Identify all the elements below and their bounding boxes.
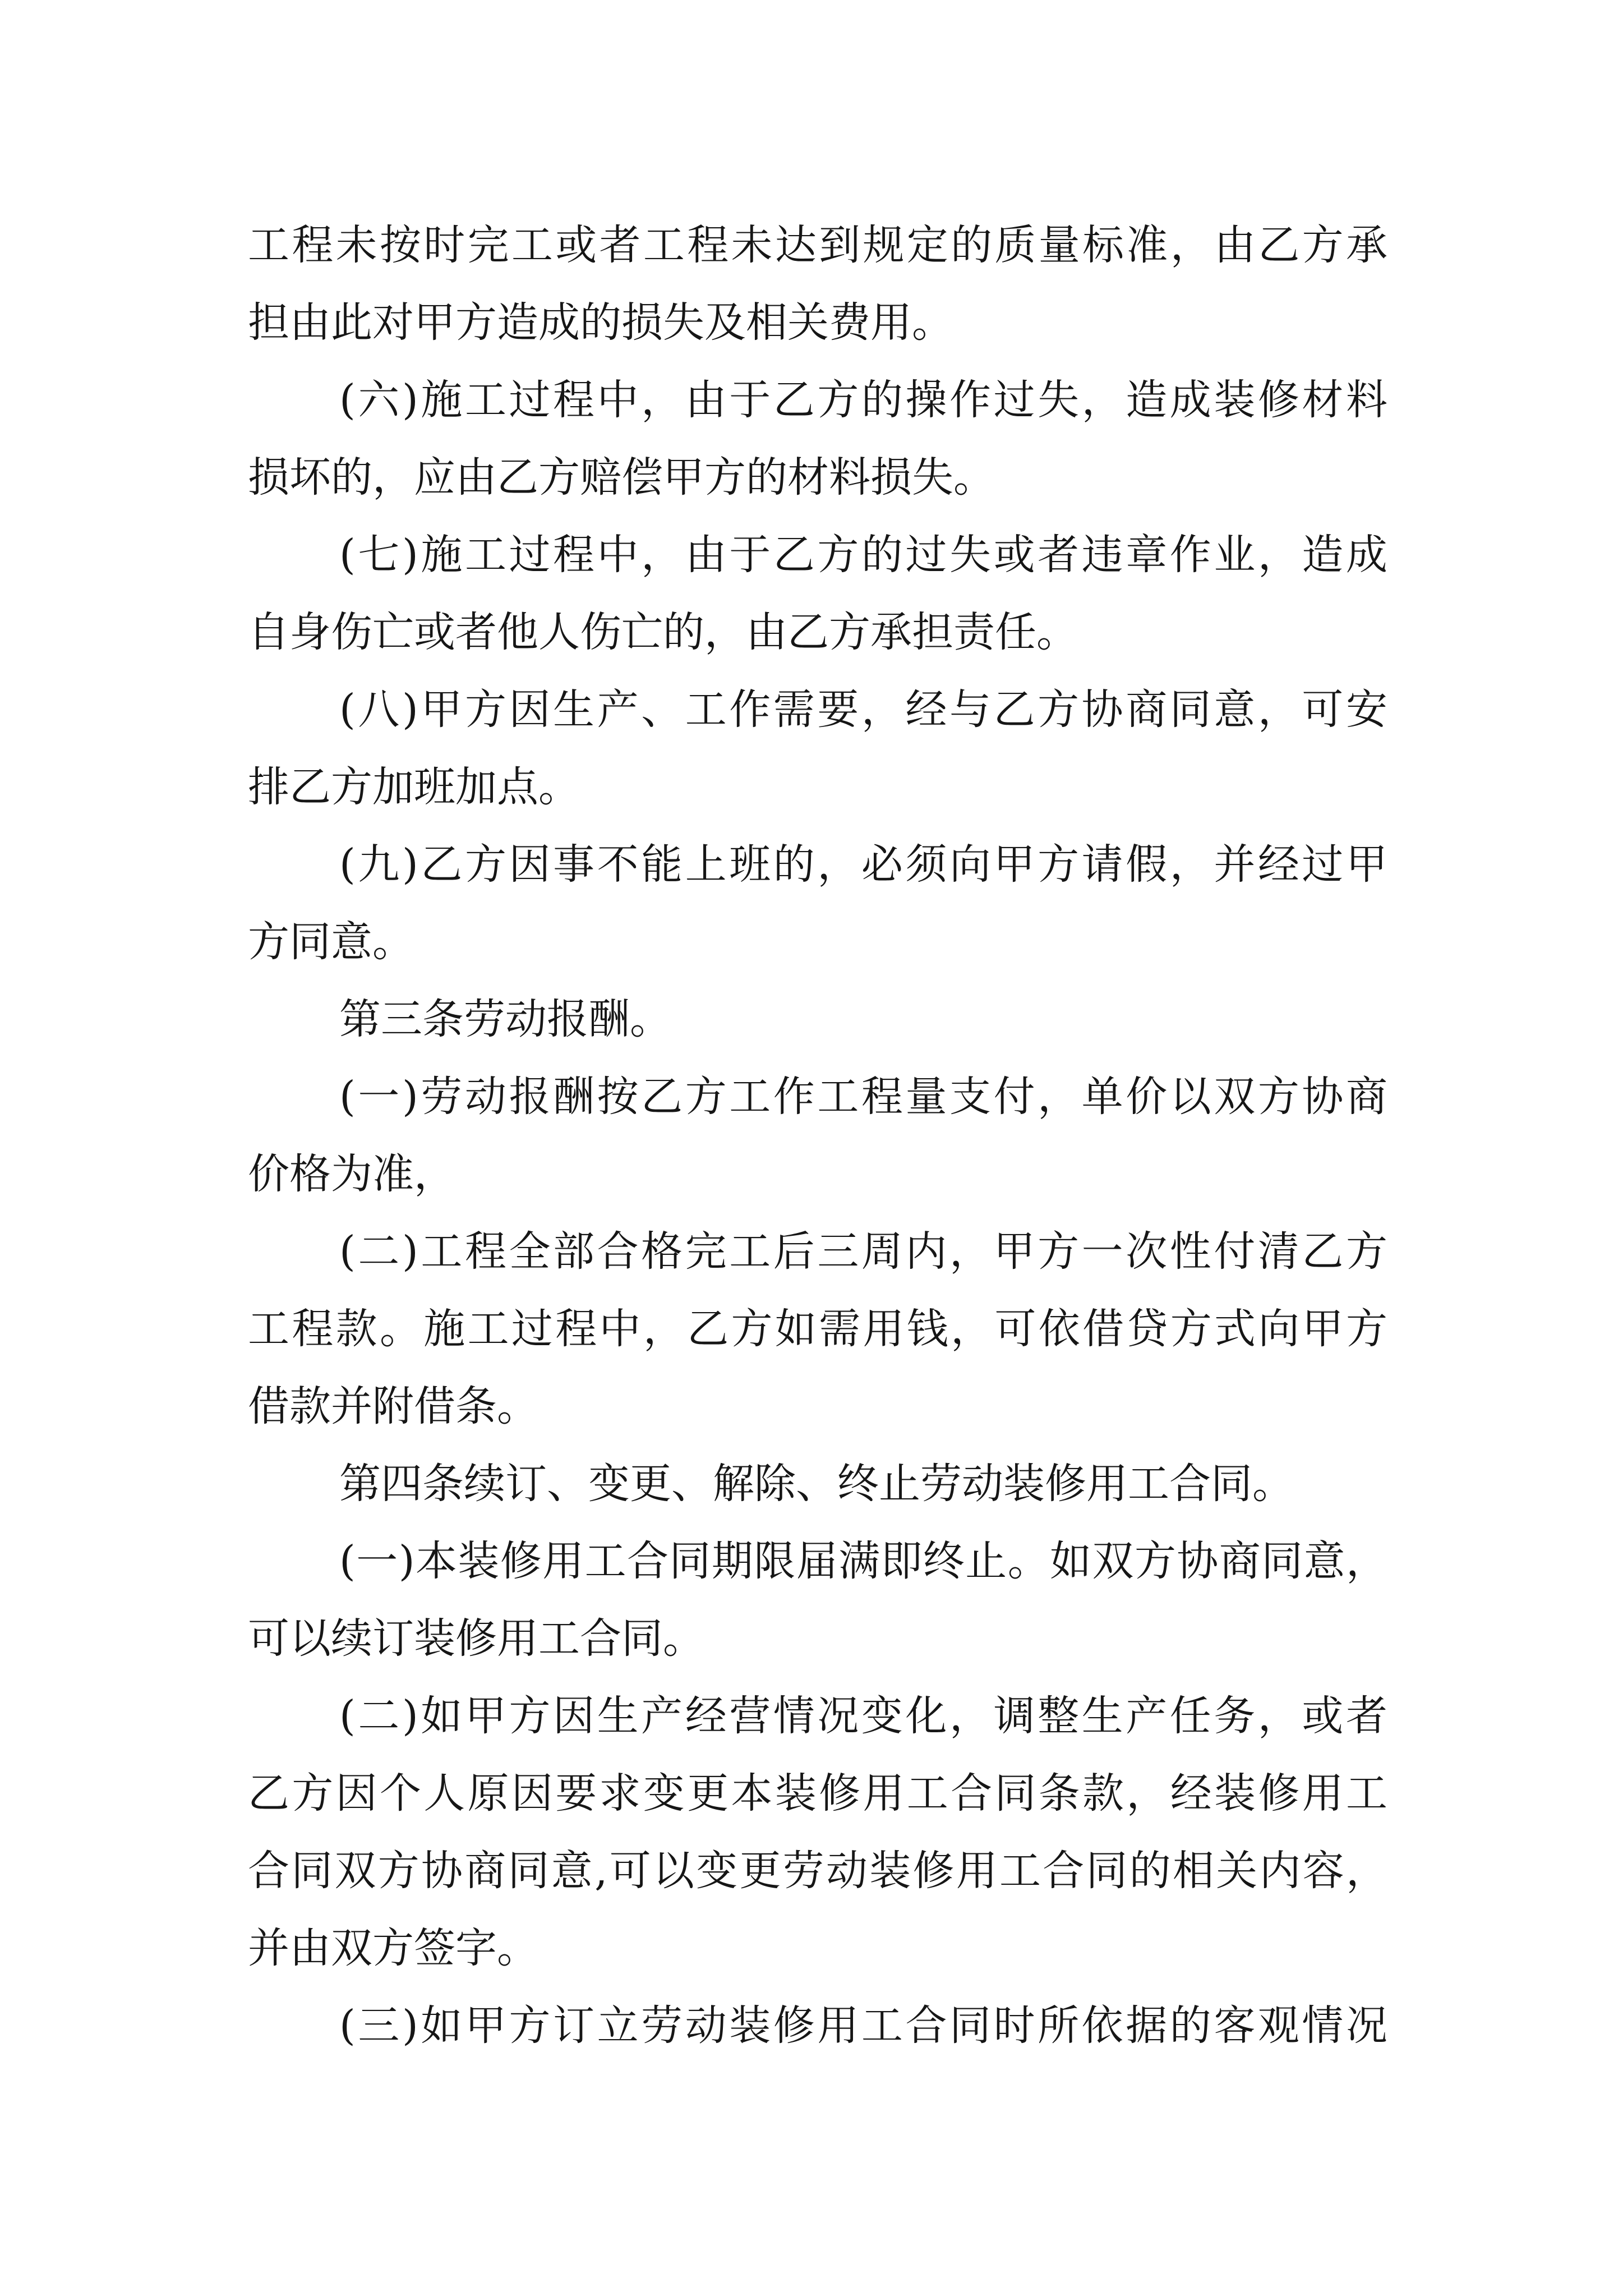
- text-line: (七)施工过程中，由于乙方的过失或者违章作业，造成: [339, 531, 1387, 579]
- text-line: (一)本装修用工合同期限届满即终止。如双方协商同意，: [339, 1537, 1387, 1585]
- text-line: (八)甲方因生产、工作需要，经与乙方协商同意，可安: [339, 685, 1387, 734]
- clause-item-7: [248, 516, 1387, 671]
- text-line: 价格为准，: [248, 1150, 455, 1198]
- text-line: (三)如甲方订立劳动装修用工合同时所依据的客观情况: [339, 2001, 1387, 2050]
- article-3-item-1: [248, 1058, 1387, 1213]
- text-line: (一)劳动报酬按乙方工作工程量支付，单价以双方协商: [339, 1073, 1387, 1121]
- text-line: 损坏的，应由乙方赔偿甲方的材料损失。: [248, 453, 995, 501]
- text-line: (九)乙方因事不能上班的，必须向甲方请假，并经过甲: [339, 840, 1387, 889]
- text-line: 合同双方协商同意,可以变更劳动装修用工合同的相关内容，: [248, 1847, 1387, 1895]
- text-line: 第四条续订、变更、解除、终止劳动装修用工合同。: [339, 1460, 1294, 1508]
- text-line: 排乙方加班加点。: [248, 763, 580, 811]
- text-line: 乙方因个人原因要求变更本装修用工合同条款，经装修用工: [248, 1769, 1387, 1818]
- text-line: (二)如甲方因生产经营情况变化，调整生产任务，或者: [339, 1692, 1387, 1740]
- paragraph-continued: [248, 206, 1387, 361]
- article-4-item-2: [248, 1677, 1387, 1987]
- clause-item-9: [248, 826, 1387, 981]
- article-4-heading: [248, 1445, 1387, 1522]
- text-line: (二)工程全部合格完工后三周内，甲方一次性付清乙方: [339, 1227, 1387, 1276]
- text-line: 自身伤亡或者他人伤亡的，由乙方承担责任。: [248, 608, 1078, 656]
- text-line: 工程款。施工过程中，乙方如需用钱，可依借贷方式向甲方: [248, 1305, 1387, 1353]
- article-4-item-1: [248, 1522, 1387, 1677]
- document-body: [248, 206, 1387, 2064]
- text-line: 借款并附借条。: [248, 1382, 538, 1430]
- text-line: 方同意。: [248, 918, 414, 966]
- text-line: 并由双方签字。: [248, 1924, 538, 1972]
- text-line: 担由此对甲方造成的损失及相关费用。: [248, 298, 953, 347]
- clause-item-8: [248, 671, 1387, 826]
- text-line: (六)施工过程中，由于乙方的操作过失，造成装修材料: [339, 376, 1387, 424]
- text-line: 工程未按时完工或者工程未达到规定的质量标准，由乙方承: [248, 221, 1387, 269]
- text-line: 可以续订装修用工合同。: [248, 1614, 704, 1663]
- clause-item-6: [248, 361, 1387, 516]
- article-3-heading: [248, 981, 1387, 1058]
- text-line: 第三条劳动报酬。: [339, 995, 671, 1043]
- article-3-item-2: [248, 1213, 1387, 1445]
- article-4-item-3: [248, 1987, 1387, 2064]
